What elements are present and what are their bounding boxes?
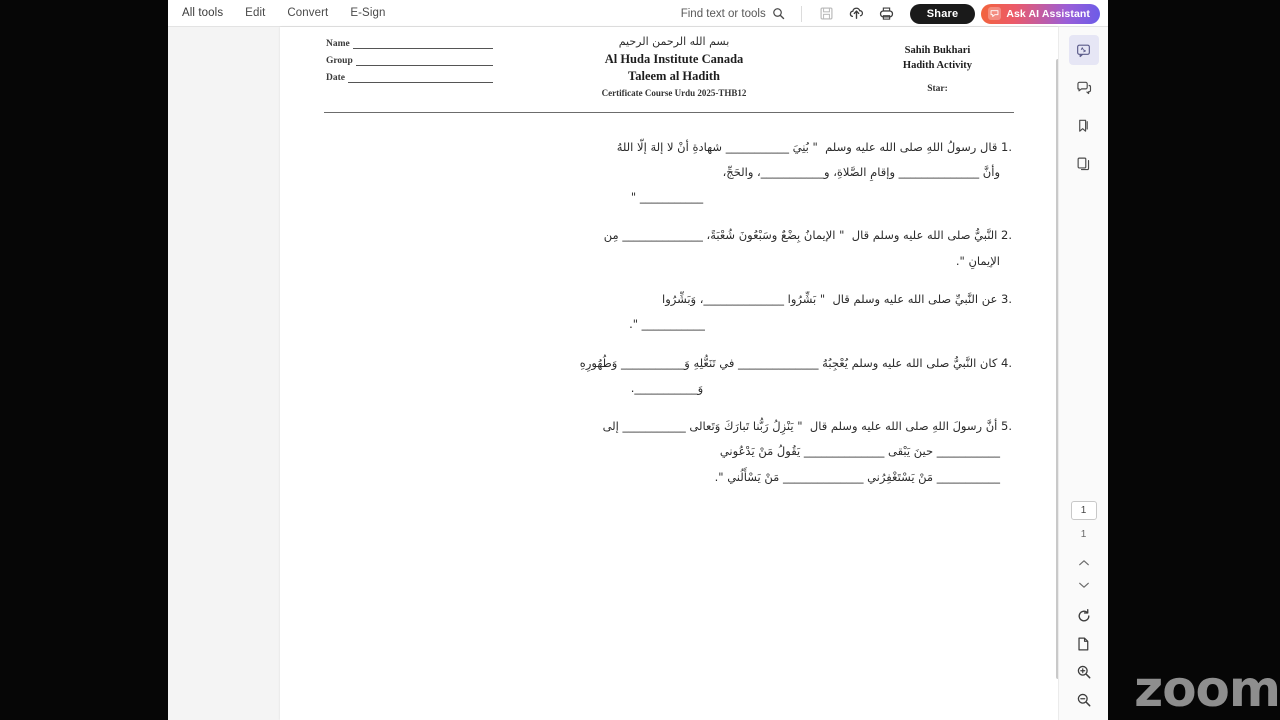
toolbar-divider bbox=[801, 6, 802, 22]
toolbar-menu-group bbox=[182, 7, 385, 19]
bookmark-icon[interactable] bbox=[1069, 111, 1099, 141]
name-field-row bbox=[326, 39, 493, 49]
question-item bbox=[322, 351, 1012, 402]
group-field-row bbox=[326, 56, 493, 66]
header-title-block bbox=[493, 34, 855, 98]
name-blank-line[interactable] bbox=[353, 41, 493, 49]
institute-name: Al Huda Institute Canada bbox=[604, 52, 744, 66]
header-divider bbox=[324, 112, 1014, 113]
question-line: ___________ " bbox=[630, 190, 704, 205]
question-item bbox=[322, 223, 1012, 274]
question-line: .3 عن النَّبيِّ صلى الله عليه وسلم قال " بَشِّرُوا ______________، وَبَشِّرُوا bbox=[662, 291, 1012, 306]
letterbox-left bbox=[0, 0, 168, 720]
question-line: .1 قال رسولُ اللهِ صلى الله عليه وسلم " بُنِيَ ___________ شهادةِ أنْ لا إلهَ إلّا اللهُ bbox=[616, 139, 1012, 154]
find-placeholder-label: Find text or tools bbox=[680, 7, 766, 20]
question-item bbox=[322, 414, 1012, 490]
rotate-icon[interactable] bbox=[1069, 602, 1099, 630]
question-line: ___________ مَنْ يَسْتَغْفِرُني ______________ مَنْ يَسْأَلُني ". bbox=[714, 469, 1000, 484]
print-icon[interactable] bbox=[872, 0, 902, 27]
book-title: Sahih Bukhari bbox=[904, 45, 971, 56]
activity-title: Hadith Activity bbox=[902, 59, 973, 71]
right-tool-rail bbox=[1058, 27, 1108, 720]
question-line: .5 أنَّ رسولَ اللهِ صلى الله عليه وسلم قال " يَنْزِلُ رَبُّنا تَبارَكَ وَتَعالى ___________ إلى bbox=[602, 419, 1012, 434]
chevron-up-icon[interactable] bbox=[1069, 552, 1099, 574]
fit-page-icon[interactable] bbox=[1069, 630, 1099, 658]
course-subtitle: Taleem al Hadith bbox=[628, 69, 720, 84]
toolbar-right-group bbox=[681, 0, 1100, 27]
question-line: الإيمانِ ". bbox=[955, 253, 1000, 268]
letterbox-right bbox=[1108, 0, 1280, 720]
question-line: وأنَّ ______________ وإقامِ الصَّلاةِ، و___________، والحَجِّ، bbox=[722, 164, 1000, 179]
document-header bbox=[318, 27, 1020, 98]
question-line: .4 كان النَّبيُّ صلى الله عليه وسلم يُعْجِبُهُ ______________ في تَنَعُّلِهِ وَ___________ وَطُهُورِهِ bbox=[579, 355, 1012, 370]
ai-sparkle-icon bbox=[988, 7, 1001, 20]
zoom-in-icon[interactable] bbox=[1069, 658, 1099, 686]
all-tools-menu[interactable]: All tools bbox=[182, 7, 224, 19]
header-activity-block bbox=[855, 34, 1020, 94]
esign-menu[interactable]: E-Sign bbox=[350, 7, 386, 19]
ask-ai-assistant-button[interactable] bbox=[981, 4, 1100, 24]
document-workspace bbox=[168, 27, 1108, 720]
page-number-input[interactable]: 1 bbox=[1071, 501, 1097, 520]
star-label: Star: bbox=[927, 84, 948, 95]
comment-icon[interactable] bbox=[1069, 73, 1099, 103]
ai-assistant-icon[interactable] bbox=[1069, 35, 1099, 65]
zoom-out-icon[interactable] bbox=[1069, 686, 1099, 714]
question-item bbox=[322, 135, 1012, 211]
date-blank-line[interactable] bbox=[348, 75, 493, 83]
save-icon[interactable] bbox=[812, 0, 842, 27]
zoom-watermark: zoom bbox=[1134, 660, 1280, 718]
total-pages-label: 1 bbox=[1080, 529, 1087, 540]
group-label: Group bbox=[326, 56, 353, 66]
share-button[interactable]: Share bbox=[910, 4, 976, 24]
question-item bbox=[322, 287, 1012, 338]
find-search-box[interactable] bbox=[681, 7, 785, 20]
search-icon[interactable] bbox=[772, 7, 785, 20]
upload-cloud-icon[interactable] bbox=[842, 0, 872, 27]
question-line: ___________ حينَ يَبْقى ______________ يَقُولُ مَنْ يَدْعُوني bbox=[719, 444, 1000, 459]
edit-menu[interactable]: Edit bbox=[245, 7, 266, 19]
question-line: .2 النَّبيُّ صلى الله عليه وسلم قال " الإيمانُ بِضْعٌ وسَبْعُونَ شُعْبَةً، ______________ مِن bbox=[603, 228, 1012, 243]
date-label: Date bbox=[326, 73, 345, 83]
pdf-reader-window bbox=[168, 0, 1108, 720]
pages-icon[interactable] bbox=[1069, 149, 1099, 179]
header-fields-block bbox=[318, 34, 493, 90]
pdf-page bbox=[280, 27, 1058, 720]
group-blank-line[interactable] bbox=[356, 58, 493, 66]
top-toolbar bbox=[168, 0, 1108, 27]
date-field-row bbox=[326, 73, 493, 83]
name-label: Name bbox=[326, 39, 350, 49]
chevron-down-icon[interactable] bbox=[1069, 574, 1099, 596]
question-list bbox=[318, 135, 1020, 491]
question-line: وَ___________. bbox=[630, 380, 704, 395]
ask-ai-assistant-label: Ask AI Assistant bbox=[1006, 7, 1090, 20]
convert-menu[interactable]: Convert bbox=[287, 7, 329, 19]
bismillah-text: بسم الله الرحمن الرحيم bbox=[618, 35, 730, 48]
course-code: Certificate Course Urdu 2025-THB12 bbox=[601, 87, 747, 98]
question-line: ___________ ". bbox=[629, 317, 705, 332]
